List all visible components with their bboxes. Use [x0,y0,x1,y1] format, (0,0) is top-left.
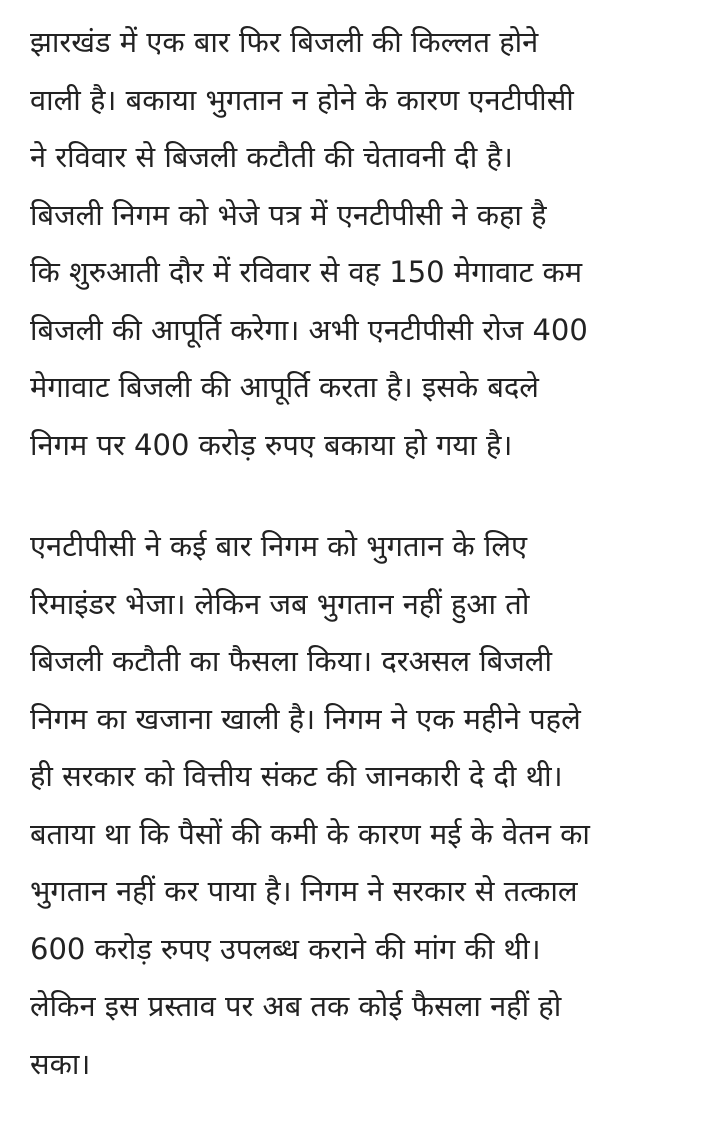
text-line: निगम पर 400 करोड़ रुपए बकाया हो गया है। [30,427,513,462]
text-line: सका। [30,1046,91,1081]
text-line: ही सरकार को वित्तीय संकट की जानकारी दे दी थी। [30,759,563,793]
text-line: झारखंड में एक बार फिर बिजली की किल्लत होने [30,25,539,59]
text-line: मेगावाट बिजली की आपूर्ति करता है। इसके बदले [30,370,539,404]
text-line: वाली है। बकाया भुगतान न होने के कारण एनटीपीसी [30,82,574,117]
text-line: ने रविवार से बिजली कटौती की चेतावनी दी है। [30,140,513,174]
paragraph-spacer [30,474,698,518]
text-line: एनटीपीसी ने कई बार निगम को भुगतान के लिए [30,529,528,563]
news-article-body [30,14,698,1093]
text-line: रिमाइंडर भेजा। लेकिन जब भुगतान नहीं हुआ तो [30,586,530,621]
text-line: कि शुरुआती दौर में रविवार से वह 150 मेगावाट कम [30,255,583,289]
text-line: बिजली कटौती का फैसला किया। दरअसल बिजली [30,644,552,678]
text-line: निगम का खजाना खाली है। निगम ने एक महीने पहले [30,701,581,736]
text-line: 600 करोड़ रुपए उपलब्ध कराने की मांग की थी। [30,931,541,966]
text-line: बिजली निगम को भेजे पत्र में एनटीपीसी ने कहा है [30,197,547,232]
text-line: भुगतान नहीं कर पाया है। निगम ने सरकार से तत्काल [30,874,578,908]
paragraph-payment-crisis [30,518,698,1093]
text-line: लेकिन इस प्रस्ताव पर अब तक कोई फैसला नहीं हो [30,989,562,1023]
paragraph-power-cut-warning [30,14,698,474]
text-line: बताया था कि पैसों की कमी के कारण मई के वेतन का [30,816,590,851]
text-line: बिजली की आपूर्ति करेगा। अभी एनटीपीसी रोज 400 [30,312,588,347]
